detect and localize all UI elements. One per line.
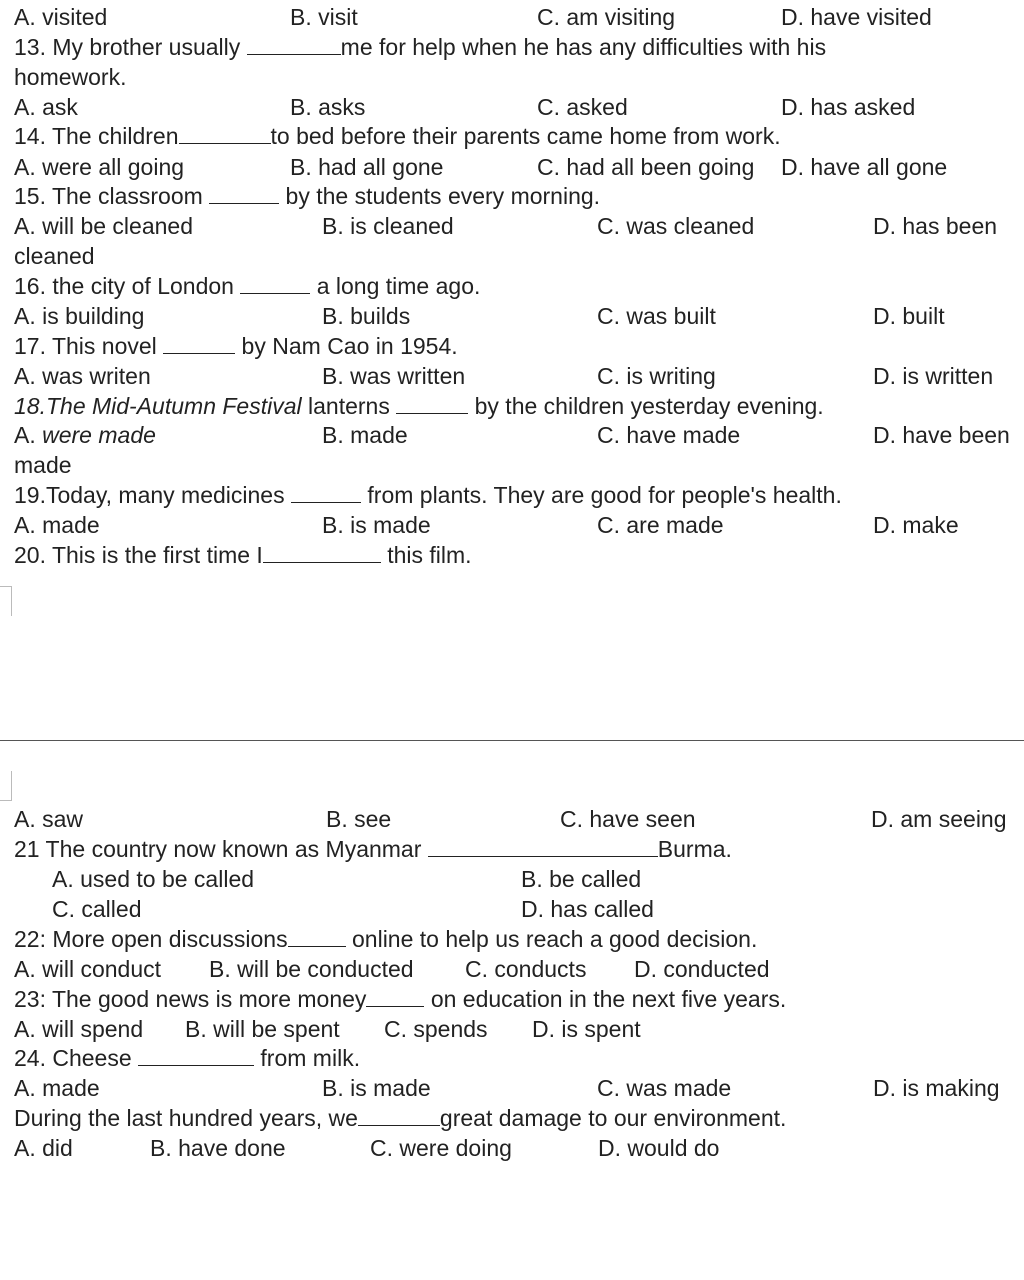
q20-blank	[263, 542, 381, 563]
q15-option-d: D. has been	[873, 213, 998, 239]
q23-text-after: on education in the next five years.	[424, 986, 787, 1012]
q13-option-d: D. has asked	[781, 94, 916, 120]
q21-text-after: Burma.	[657, 836, 732, 862]
q19-option-b: B. is made	[322, 512, 431, 538]
q21-option-d: D. has called	[521, 896, 654, 922]
q14-blank	[179, 123, 271, 144]
q24-text-before: 24. Cheese	[14, 1045, 139, 1071]
q15-option-a: A. will be cleaned	[14, 213, 193, 239]
q15-question	[14, 181, 600, 211]
q23-option-a: A. will spend	[14, 1016, 144, 1042]
q18-option-b: B. made	[322, 422, 408, 448]
q20-option-c: C. have seen	[560, 806, 696, 832]
q20-option-a: A. saw	[14, 806, 84, 832]
q15-option-c: C. was cleaned	[597, 213, 755, 239]
q25-option-a: A. did	[14, 1135, 73, 1161]
q14-option-c: C. had all been going	[537, 154, 755, 180]
q19-question	[14, 480, 842, 510]
q13-option-b: B. asks	[290, 94, 366, 120]
q22-question	[14, 924, 757, 954]
q25-text-before: During the last hundred years, we	[14, 1105, 358, 1131]
q13-option-a: A. ask	[14, 94, 78, 120]
q15-text-after: by the students every morning.	[279, 183, 601, 209]
q13-text-after: me for help when he has any difficulties with his	[340, 34, 827, 60]
q13-question-cont: homework.	[14, 64, 127, 90]
q24-option-a: A. made	[14, 1075, 100, 1101]
q18-text-before: lanterns	[301, 393, 397, 419]
q22-text-before: 22: More open discussions	[14, 926, 288, 952]
q17-option-c: C. is writing	[597, 363, 716, 389]
q18-text-after: by the children yesterday evening.	[468, 393, 824, 419]
q19-option-a: A. made	[14, 512, 100, 538]
q19-blank	[291, 482, 361, 503]
q22-option-b: B. will be conducted	[209, 956, 414, 982]
q15-option-d-cont: cleaned	[14, 243, 95, 269]
page-break-divider	[0, 740, 1024, 741]
q16-question	[14, 271, 480, 301]
q18-option-c: C. have made	[597, 422, 741, 448]
q17-blank	[163, 333, 235, 354]
q20-text-after: this film.	[380, 542, 472, 568]
page-corner-mark-bottom	[0, 771, 12, 801]
q18-option-d-cont: made	[14, 452, 72, 478]
q20-option-d: D. am seeing	[871, 806, 1007, 832]
q21-option-b: B. be called	[521, 866, 642, 892]
q19-option-d: D. make	[873, 512, 959, 538]
q14-text-after: to bed before their parents came home from work.	[270, 123, 781, 149]
q19-option-c: C. are made	[597, 512, 724, 538]
q22-text-after: online to help us reach a good decision.	[345, 926, 758, 952]
q14-option-a: A. were all going	[14, 154, 185, 180]
q17-question	[14, 331, 458, 361]
q23-option-c: C. spends	[384, 1016, 488, 1042]
q23-text-before: 23: The good news is more money	[14, 986, 367, 1012]
q25-option-b: B. have done	[150, 1135, 286, 1161]
q25-blank	[358, 1105, 440, 1126]
q25-question	[14, 1103, 786, 1133]
q15-option-b: B. is cleaned	[322, 213, 454, 239]
q16-option-a: A. is building	[14, 303, 145, 329]
q18-blank	[396, 393, 468, 414]
q18-option-a	[14, 420, 156, 450]
q13-option-c: C. asked	[537, 94, 628, 120]
q24-option-d: D. is making	[873, 1075, 1000, 1101]
q22-option-a: A. will conduct	[14, 956, 162, 982]
q20-option-b: B. see	[326, 806, 392, 832]
q16-blank	[240, 273, 310, 294]
q21-option-a: A. used to be called	[52, 866, 255, 892]
q23-option-b: B. will be spent	[185, 1016, 340, 1042]
q21-blank	[428, 836, 658, 857]
q24-option-b: B. is made	[322, 1075, 431, 1101]
q25-option-d: D. would do	[598, 1135, 720, 1161]
q14-question	[14, 121, 781, 151]
q23-option-d: D. is spent	[532, 1016, 641, 1042]
q12-option-c: C. am visiting	[537, 4, 676, 30]
q23-question	[14, 984, 786, 1014]
q17-text-after: by Nam Cao in 1954.	[235, 333, 458, 359]
q21-text-before: 21 The country now known as Myanmar	[14, 836, 428, 862]
q13-text-before: 13. My brother usually	[14, 34, 247, 60]
q24-question	[14, 1043, 360, 1073]
q16-option-c: C. was built	[597, 303, 716, 329]
q25-text-after: great damage to our environment.	[439, 1105, 787, 1131]
q17-text-before: 17. This novel	[14, 333, 164, 359]
q17-option-b: B. was written	[322, 363, 466, 389]
q15-text-before: 15. The classroom	[14, 183, 210, 209]
q12-option-d: D. have visited	[781, 4, 932, 30]
q20-text-before: 20. This is the first time I	[14, 542, 263, 568]
q22-option-d: D. conducted	[634, 956, 770, 982]
q12-option-b: B. visit	[290, 4, 358, 30]
q24-text-after: from milk.	[254, 1045, 361, 1071]
page-corner-mark-top	[0, 586, 12, 616]
q16-text-after: a long time ago.	[310, 273, 481, 299]
q15-blank	[209, 183, 279, 204]
q16-option-d: D. built	[873, 303, 945, 329]
q13-question	[14, 32, 826, 62]
q13-blank	[247, 34, 341, 55]
q21-option-c: C. called	[52, 896, 142, 922]
q18-text-italic: 18.The Mid-Autumn Festival	[14, 393, 302, 419]
q19-text-after: from plants. They are good for people's health.	[361, 482, 842, 508]
q14-option-b: B. had all gone	[290, 154, 444, 180]
q17-option-a: A. was writen	[14, 363, 151, 389]
q18-option-a-italic: were made	[42, 422, 156, 448]
q22-option-c: C. conducts	[465, 956, 587, 982]
q14-option-d: D. have all gone	[781, 154, 948, 180]
q17-option-d: D. is written	[873, 363, 994, 389]
q22-blank	[288, 926, 346, 947]
q16-option-b: B. builds	[322, 303, 411, 329]
q18-question	[14, 391, 824, 421]
q14-text-before: 14. The children	[14, 123, 179, 149]
q18-option-a-prefix: A.	[14, 422, 43, 448]
q16-text-before: 16. the city of London	[14, 273, 241, 299]
q18-option-d: D. have been	[873, 422, 1010, 448]
q24-option-c: C. was made	[597, 1075, 732, 1101]
q20-question	[14, 540, 472, 570]
q25-option-c: C. were doing	[370, 1135, 512, 1161]
q24-blank	[138, 1045, 254, 1066]
q19-text-before: 19.Today, many medicines	[14, 482, 291, 508]
q21-question	[14, 834, 732, 864]
q12-option-a: A. visited	[14, 4, 108, 30]
q23-blank	[366, 986, 424, 1007]
